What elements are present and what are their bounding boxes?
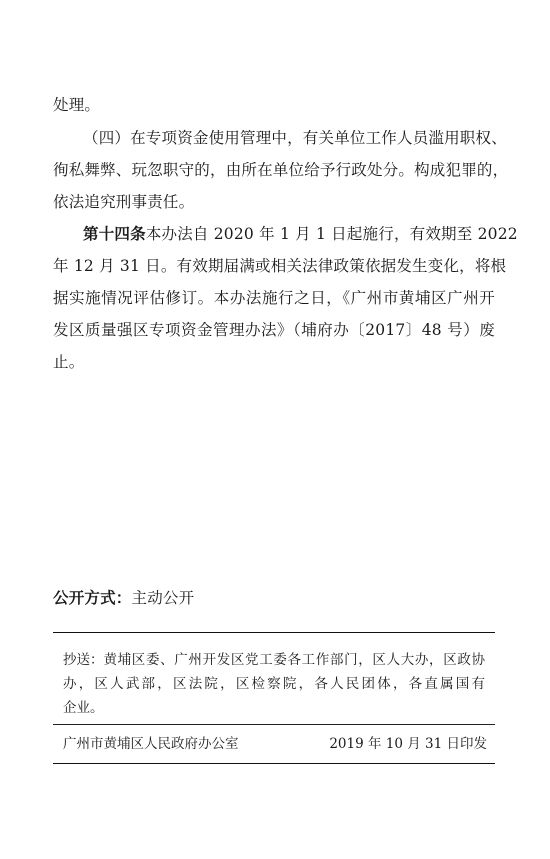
- clause-four-line-2: 徇私舞弊、玩忽职守的，由所在单位给予行政处分。构成犯罪的，: [53, 161, 509, 179]
- disclosure-row: [53, 588, 194, 608]
- issuer-bottom-rule: [53, 763, 495, 764]
- cc-line-2: 办，区人武部，区法院，区检察院，各人民团体，各直属国有: [63, 676, 485, 692]
- cc-top-rule: [53, 632, 495, 633]
- issue-date: 2019 年 10 月 31 日印发: [329, 736, 487, 752]
- cc-label: 抄送：: [63, 652, 104, 668]
- cc-line-3: 企业。: [63, 700, 104, 716]
- clause-four-line-1: （四）在专项资金使用管理中，有关单位工作人员滥用职权、: [83, 129, 507, 147]
- article-14-heading: 第十四条: [83, 225, 146, 243]
- article-14-line-4: 发区质量强区专项资金管理办法》（埔府办〔2017〕48 号）废: [53, 321, 495, 339]
- article-14-line-1-text: 本办法自 2020 年 1 月 1 日起施行，有效期至 2022: [145, 225, 518, 243]
- article-14-line-5: 止。: [53, 353, 85, 371]
- clause-four-line-3: 依法追究刑事责任。: [53, 193, 195, 211]
- cc-line-1: [63, 651, 485, 669]
- article-14-line-1: [83, 224, 518, 244]
- issuer-top-rule: [53, 724, 495, 725]
- issuer-office: 广州市黄埔区人民政府办公室: [63, 736, 239, 752]
- disclosure-value: 主动公开: [131, 589, 195, 607]
- cc-line-1-text: 黄埔区委、广州开发区党工委各工作部门，区人大办，区政协: [103, 652, 485, 668]
- disclosure-label: 公开方式：: [53, 589, 132, 607]
- article-14-line-3: 据实施情况评估修订。本办法施行之日，《广州市黄埔区广州开: [53, 289, 495, 307]
- paragraph-end-text: 处理。: [53, 96, 101, 114]
- article-14-line-2: 年 12 月 31 日。有效期届满或相关法律政策依据发生变化，将根: [53, 257, 507, 275]
